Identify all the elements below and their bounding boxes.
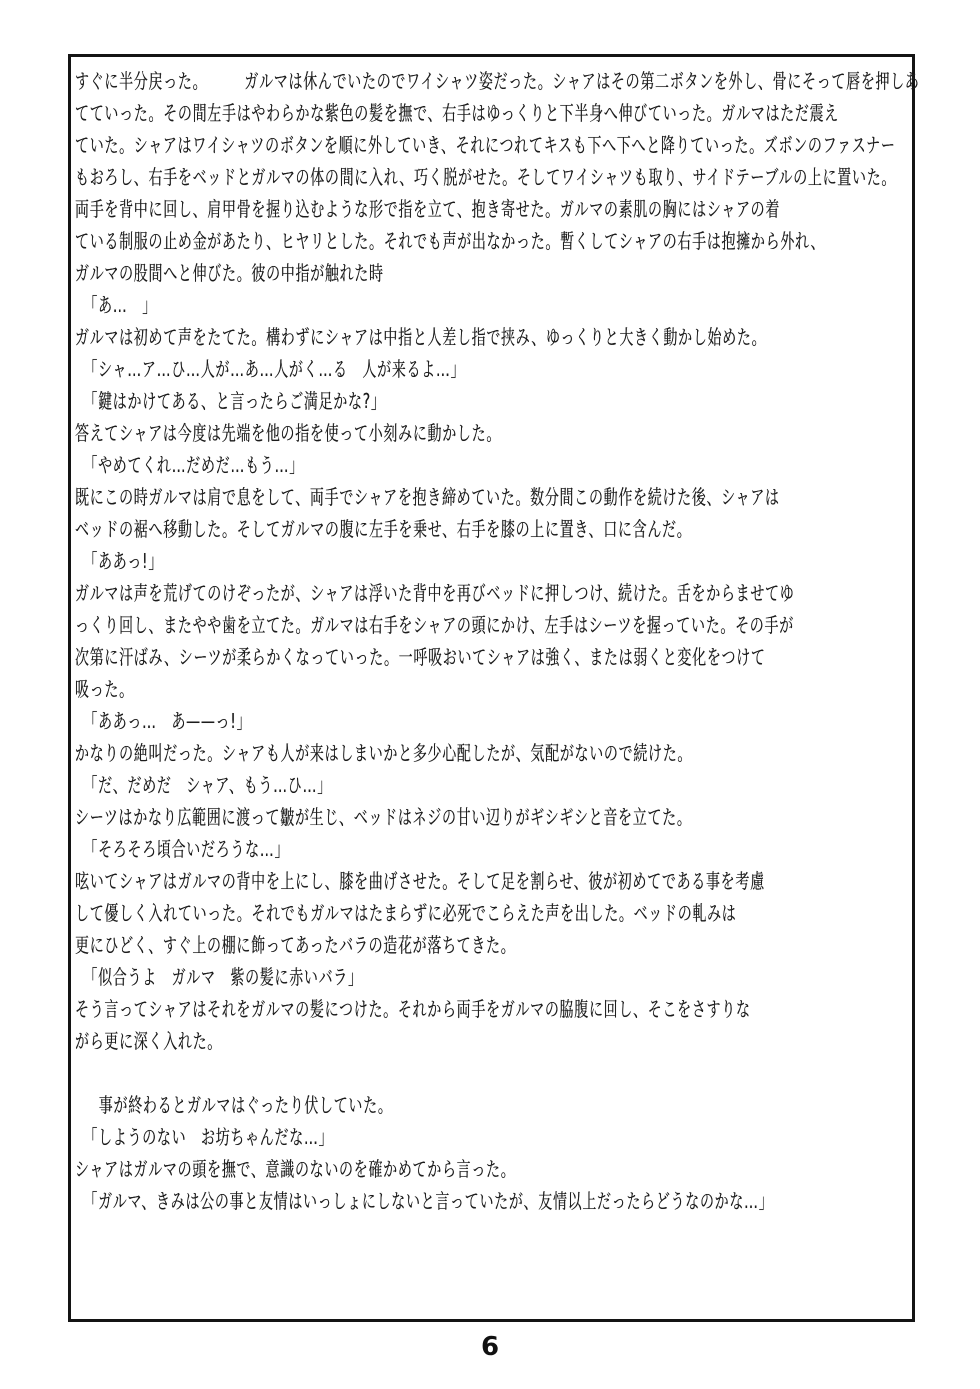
text-line: 「鍵はかけてある、と言ったらご満足かな?」 xyxy=(83,389,386,413)
text-line: して優しく入れていった。それでもガルマはたまらずに必死でこらえた声を出した。ベッドの軋みは xyxy=(75,901,737,925)
text-line: すぐに半分戻った。 ガルマは休んでいたのでワイシャツ姿だった。シャアはその第二ボタンを外し、骨にそって唇を押しあ xyxy=(75,69,920,93)
text-line: 「シャ…ア…ひ…人が…あ…人がく…る 人が来るよ…」 xyxy=(83,357,466,381)
text-line: 「似合うよ ガルマ 紫の髪に赤いバラ」 xyxy=(83,965,363,989)
text-line: もおろし、右手をベッドとガルマの体の間に入れ、巧く脱がせた。そしてワイシャツも取り、サイドテーブルの上に置いた。 xyxy=(75,165,897,189)
text-line: 既にこの時ガルマは肩で息をして、両手でシャアを抱き締めていた。数分間この動作を続けた後、シャアは xyxy=(75,485,780,509)
text-line: ガルマの股間へと伸びた。彼の中指が触れた時 xyxy=(75,261,384,285)
text-line: 「やめてくれ…だめだ…もう…」 xyxy=(83,453,304,477)
text-line: ている制服の止め金があたり、ヒヤリとした。それでも声が出なかった。暫くしてシャアの右手は抱擁から外れ、 xyxy=(75,229,826,253)
text-line: がら更に深く入れた。 xyxy=(75,1029,222,1053)
text-line: 両手を背中に回し、肩甲骨を握り込むような形で指を立て、抱き寄せた。ガルマの素肌の胸にはシャアの着 xyxy=(75,197,781,221)
text-line: ていた。シャアはワイシャツのボタンを順に外していき、それにつれてキスも下へ下へと降りていった。ズボンのファスナー xyxy=(75,133,896,157)
text-line: ガルマは声を荒げてのけぞったが、シャアは浮いた背中を再びベッドに押しつけ、続けた。舌をからませてゆ xyxy=(75,581,795,605)
text-line: てていった。その間左手はやわらかな紫色の髪を撫で、右手はゆっくりと下半身へ伸びていった。ガルマはただ震え xyxy=(75,101,839,125)
text-line: 「あ… 」 xyxy=(83,293,157,317)
text-block xyxy=(75,65,920,1217)
text-line: 次第に汗ばみ、シーツが柔らかくなっていった。一呼吸おいてシャアは強く、または弱くと変化をつけて xyxy=(75,645,766,669)
page-frame xyxy=(68,54,920,1322)
text-line: 事が終わるとガルマはぐったり伏していた。 xyxy=(98,1093,393,1117)
text-line: っくり回し、またやや歯を立てた。ガルマは右手をシャアの頭にかけ、左手はシーツを握っていた。その手が xyxy=(75,613,794,637)
text-line: 吸った。 xyxy=(75,677,134,701)
page-number: 6 xyxy=(480,1332,500,1362)
text-line: 「そろそろ頃合いだろうな…」 xyxy=(83,837,290,861)
text-line: かなりの絶叫だった。シャアも人が来はしまいかと多少心配したが、気配がないので続けた。 xyxy=(75,741,693,765)
blank-line xyxy=(75,1057,913,1089)
text-line: 「ガルマ、きみは公の事と友情はいっしょにしないと言っていたが、友情以上だったらどうなのかな…」 xyxy=(83,1189,774,1213)
text-line: 「だ、だめだ シャア、もう…ひ…」 xyxy=(83,773,332,797)
text-line: 呟いてシャアはガルマの背中を上にし、膝を曲げさせた。そして足を割らせ、彼が初めてである事を考慮 xyxy=(75,869,765,893)
text-line: ベッドの裾へ移動した。そしてガルマの腹に左手を乗せ、右手を膝の上に置き、口に含んだ。 xyxy=(75,517,692,541)
text-line: 「しようのない お坊ちゃんだな…」 xyxy=(83,1125,334,1149)
text-line: そう言ってシャアはそれをガルマの髪につけた。それから両手をガルマの脇腹に回し、そこをさすりな xyxy=(75,997,751,1021)
text-line: ガルマは初めて声をたてた。構わずにシャアは中指と人差し指で挟み、ゆっくりと大きく動かし始めた。 xyxy=(75,325,767,349)
text-line: シャアはガルマの頭を撫で、意識のないのを確かめてから言った。 xyxy=(75,1157,516,1181)
text-line: 更にひどく、すぐ上の棚に飾ってあったバラの造花が落ちてきた。 xyxy=(75,933,516,957)
text-line: 「ああっ!」 xyxy=(83,549,164,573)
text-line: 答えてシャアは今度は先端を他の指を使って小刻みに動かした。 xyxy=(75,421,502,445)
text-line: 「ああっ… あ——っ!」 xyxy=(83,709,252,733)
text-line: シーツはかなり広範囲に渡って皺が生じ、ベッドはネジの甘い辺りがギシギシと音を立てた。 xyxy=(75,805,692,829)
